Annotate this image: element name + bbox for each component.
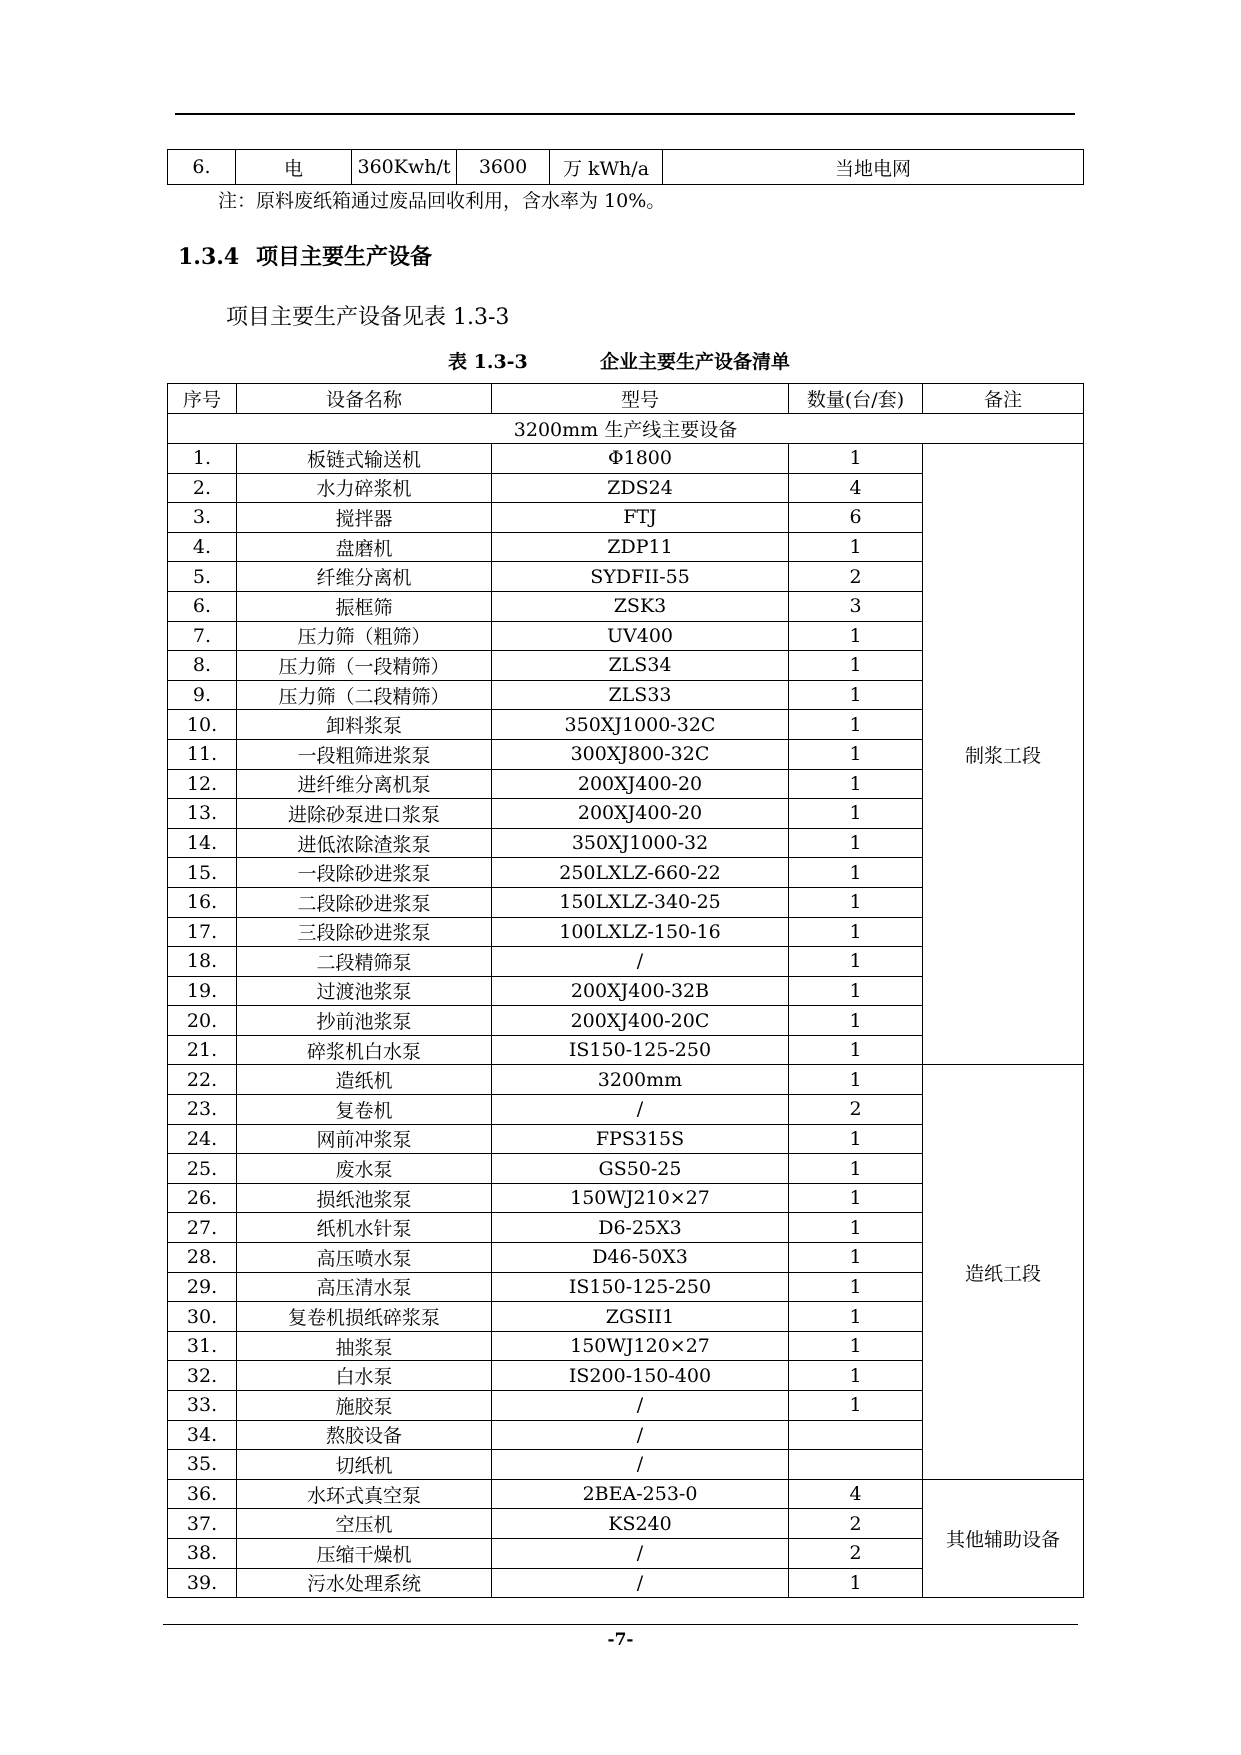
equipment-quantity — [789, 1450, 923, 1480]
equipment-quantity: 1 — [789, 828, 923, 858]
equipment-model: 200XJ400-20C — [492, 1006, 789, 1036]
row-number: 18. — [168, 947, 237, 977]
equipment-model: ZLS33 — [492, 680, 789, 710]
row-number: 34. — [168, 1420, 237, 1450]
equipment-quantity: 1 — [789, 917, 923, 947]
equipment-quantity: 1 — [789, 1568, 923, 1598]
equipment-quantity: 1 — [789, 1272, 923, 1302]
footer-rule — [163, 1624, 1078, 1625]
equipment-table — [167, 383, 1084, 1598]
row-number: 39. — [168, 1568, 237, 1598]
equipment-model: 150WJ120×27 — [492, 1331, 789, 1361]
row-number: 37. — [168, 1509, 237, 1539]
equipment-name: 进纤维分离机泵 — [237, 769, 492, 799]
equipment-model: 250LXLZ-660-22 — [492, 858, 789, 888]
equipment-quantity: 1 — [789, 651, 923, 681]
equipment-name: 碎浆机白水泵 — [237, 1035, 492, 1065]
equipment-model: / — [492, 1450, 789, 1480]
equipment-quantity: 1 — [789, 947, 923, 977]
section-remark: 造纸工段 — [923, 1065, 1084, 1479]
equipment-quantity: 1 — [789, 887, 923, 917]
equipment-model: UV400 — [492, 621, 789, 651]
equipment-quantity: 1 — [789, 1006, 923, 1036]
equipment-name: 污水处理系统 — [237, 1568, 492, 1598]
equipment-quantity: 2 — [789, 1509, 923, 1539]
row-number: 5. — [168, 562, 237, 592]
row-number: 36. — [168, 1479, 237, 1509]
equipment-model: ZSK3 — [492, 591, 789, 621]
equipment-name: 压缩干燥机 — [237, 1538, 492, 1568]
section-remark: 制浆工段 — [923, 444, 1084, 1065]
resource-table — [167, 149, 1084, 185]
row-number: 35. — [168, 1450, 237, 1480]
header-cell: 备注 — [923, 384, 1084, 414]
equipment-model: FPS315S — [492, 1124, 789, 1154]
equipment-name: 抄前池浆泵 — [237, 1006, 492, 1036]
equipment-name: 压力筛（粗筛） — [237, 621, 492, 651]
equipment-quantity: 1 — [789, 1065, 923, 1095]
equipment-model: ZDS24 — [492, 473, 789, 503]
equipment-quantity: 2 — [789, 562, 923, 592]
equipment-name: 高压清水泵 — [237, 1272, 492, 1302]
equipment-model: 100LXLZ-150-16 — [492, 917, 789, 947]
equipment-name: 熬胶设备 — [237, 1420, 492, 1450]
equipment-quantity: 1 — [789, 769, 923, 799]
equipment-model: SYDFII-55 — [492, 562, 789, 592]
equipment-quantity: 1 — [789, 1302, 923, 1332]
equipment-quantity: 1 — [789, 739, 923, 769]
equipment-model: 200XJ400-20 — [492, 799, 789, 829]
row-number: 29. — [168, 1272, 237, 1302]
equipment-model: / — [492, 1420, 789, 1450]
table-caption-number: 表 1.3-3 — [448, 351, 528, 373]
equipment-name: 盘磨机 — [237, 532, 492, 562]
table-caption-title: 企业主要生产设备清单 — [600, 351, 791, 373]
row-number: 24. — [168, 1124, 237, 1154]
header-cell: 数量(台/套) — [789, 384, 923, 414]
equipment-model: Φ1800 — [492, 444, 789, 474]
equipment-name: 复卷机 — [237, 1095, 492, 1125]
equipment-model: D6-25X3 — [492, 1213, 789, 1243]
section-number: 1.3.4 — [178, 244, 240, 270]
equipment-quantity: 4 — [789, 1479, 923, 1509]
equipment-name: 二段精筛泵 — [237, 947, 492, 977]
resource-name: 电 — [236, 150, 352, 185]
row-number: 16. — [168, 887, 237, 917]
row-number: 1. — [168, 444, 237, 474]
row-number: 7. — [168, 621, 237, 651]
row-number: 12. — [168, 769, 237, 799]
equipment-name: 压力筛（一段精筛） — [237, 651, 492, 681]
equipment-model: 350XJ1000-32C — [492, 710, 789, 740]
group-title-row — [168, 414, 1084, 444]
row-number: 13. — [168, 799, 237, 829]
equipment-quantity: 1 — [789, 1331, 923, 1361]
row-number: 22. — [168, 1065, 237, 1095]
row-number: 25. — [168, 1154, 237, 1184]
equipment-name: 切纸机 — [237, 1450, 492, 1480]
row-number: 6. — [168, 150, 236, 185]
row-number: 28. — [168, 1243, 237, 1273]
equipment-quantity: 6 — [789, 503, 923, 533]
equipment-model: 150LXLZ-340-25 — [492, 887, 789, 917]
table-row — [168, 1479, 1084, 1509]
equipment-name: 抽浆泵 — [237, 1331, 492, 1361]
equipment-name: 振框筛 — [237, 591, 492, 621]
row-number: 33. — [168, 1391, 237, 1421]
equipment-quantity: 1 — [789, 1154, 923, 1184]
row-number: 38. — [168, 1538, 237, 1568]
equipment-model: 3200mm — [492, 1065, 789, 1095]
equipment-name: 纤维分离机 — [237, 562, 492, 592]
equipment-model: IS150-125-250 — [492, 1272, 789, 1302]
equipment-name: 复卷机损纸碎浆泵 — [237, 1302, 492, 1332]
table-row — [168, 444, 1084, 474]
header-cell: 序号 — [168, 384, 237, 414]
equipment-quantity: 4 — [789, 473, 923, 503]
row-number: 6. — [168, 591, 237, 621]
equipment-quantity: 1 — [789, 1243, 923, 1273]
equipment-name: 空压机 — [237, 1509, 492, 1539]
equipment-model: / — [492, 1391, 789, 1421]
equipment-model: FTJ — [492, 503, 789, 533]
equipment-quantity: 1 — [789, 1213, 923, 1243]
equipment-name: 进低浓除渣浆泵 — [237, 828, 492, 858]
equipment-quantity: 1 — [789, 710, 923, 740]
equipment-name: 造纸机 — [237, 1065, 492, 1095]
equipment-quantity: 3 — [789, 591, 923, 621]
equipment-model: KS240 — [492, 1509, 789, 1539]
equipment-model: 200XJ400-32B — [492, 976, 789, 1006]
equipment-quantity: 1 — [789, 1183, 923, 1213]
table-caption — [448, 347, 790, 374]
equipment-table-body — [168, 384, 1084, 1598]
header-cell: 型号 — [492, 384, 789, 414]
equipment-name: 高压喷水泵 — [237, 1243, 492, 1273]
equipment-model: / — [492, 1538, 789, 1568]
row-number: 8. — [168, 651, 237, 681]
row-number: 11. — [168, 739, 237, 769]
equipment-quantity: 1 — [789, 976, 923, 1006]
equipment-name: 纸机水针泵 — [237, 1213, 492, 1243]
row-number: 4. — [168, 532, 237, 562]
row-number: 3. — [168, 503, 237, 533]
section-remark: 其他辅助设备 — [923, 1479, 1084, 1597]
table-row — [168, 1065, 1084, 1095]
row-number: 21. — [168, 1035, 237, 1065]
row-number: 14. — [168, 828, 237, 858]
equipment-name: 板链式输送机 — [237, 444, 492, 474]
row-number: 30. — [168, 1302, 237, 1332]
equipment-model: D46-50X3 — [492, 1243, 789, 1273]
row-number: 17. — [168, 917, 237, 947]
equipment-quantity: 1 — [789, 1124, 923, 1154]
equipment-model: 200XJ400-20 — [492, 769, 789, 799]
equipment-name: 网前冲浆泵 — [237, 1124, 492, 1154]
equipment-name: 水力碎浆机 — [237, 473, 492, 503]
equipment-quantity: 2 — [789, 1095, 923, 1125]
row-number: 32. — [168, 1361, 237, 1391]
equipment-name: 水环式真空泵 — [237, 1479, 492, 1509]
equipment-model: ZDP11 — [492, 532, 789, 562]
row-number: 20. — [168, 1006, 237, 1036]
header-row — [168, 384, 1084, 414]
equipment-model: / — [492, 1568, 789, 1598]
equipment-name: 废水泵 — [237, 1154, 492, 1184]
section-heading — [178, 240, 432, 271]
intro-paragraph: 项目主要生产设备见表 1.3-3 — [226, 305, 510, 330]
equipment-model: ZGSII1 — [492, 1302, 789, 1332]
equipment-name: 三段除砂进浆泵 — [237, 917, 492, 947]
header-cell: 设备名称 — [237, 384, 492, 414]
equipment-model: IS200-150-400 — [492, 1361, 789, 1391]
equipment-name: 损纸池浆泵 — [237, 1183, 492, 1213]
equipment-name: 过渡池浆泵 — [237, 976, 492, 1006]
equipment-name: 一段除砂进浆泵 — [237, 858, 492, 888]
resource-spec: 360Kwh/t — [352, 150, 457, 185]
equipment-model: 300XJ800-32C — [492, 739, 789, 769]
equipment-quantity: 1 — [789, 1361, 923, 1391]
equipment-quantity: 1 — [789, 799, 923, 829]
group-title: 3200mm 生产线主要设备 — [168, 414, 1084, 444]
row-number: 15. — [168, 858, 237, 888]
page-number: -7- — [607, 1630, 634, 1650]
resource-quantity: 3600 — [457, 150, 550, 185]
row-number: 19. — [168, 976, 237, 1006]
table-row — [168, 150, 1084, 185]
header-rule — [175, 113, 1075, 115]
equipment-name: 白水泵 — [237, 1361, 492, 1391]
equipment-model: GS50-25 — [492, 1154, 789, 1184]
section-title: 项目主要生产设备 — [256, 244, 433, 270]
table-note: 注：原料废纸箱通过废品回收利用，含水率为 10%。 — [218, 190, 666, 212]
equipment-name: 一段粗筛进浆泵 — [237, 739, 492, 769]
equipment-name: 进除砂泵进口浆泵 — [237, 799, 492, 829]
equipment-quantity: 1 — [789, 1035, 923, 1065]
equipment-quantity: 1 — [789, 680, 923, 710]
resource-unit: 万 kWh/a — [550, 150, 663, 185]
row-number: 9. — [168, 680, 237, 710]
equipment-quantity: 1 — [789, 621, 923, 651]
equipment-model: IS150-125-250 — [492, 1035, 789, 1065]
equipment-quantity: 1 — [789, 444, 923, 474]
equipment-quantity: 1 — [789, 1391, 923, 1421]
equipment-model: ZLS34 — [492, 651, 789, 681]
row-number: 23. — [168, 1095, 237, 1125]
row-number: 31. — [168, 1331, 237, 1361]
equipment-model: 150WJ210×27 — [492, 1183, 789, 1213]
equipment-model: / — [492, 947, 789, 977]
equipment-quantity — [789, 1420, 923, 1450]
equipment-quantity: 1 — [789, 858, 923, 888]
equipment-name: 卸料浆泵 — [237, 710, 492, 740]
equipment-quantity: 1 — [789, 532, 923, 562]
equipment-model: 350XJ1000-32 — [492, 828, 789, 858]
equipment-name: 搅拌器 — [237, 503, 492, 533]
equipment-quantity: 2 — [789, 1538, 923, 1568]
equipment-name: 压力筛（二段精筛） — [237, 680, 492, 710]
equipment-model: 2BEA-253-0 — [492, 1479, 789, 1509]
row-number: 27. — [168, 1213, 237, 1243]
resource-source: 当地电网 — [663, 150, 1084, 185]
row-number: 10. — [168, 710, 237, 740]
equipment-model: / — [492, 1095, 789, 1125]
row-number: 2. — [168, 473, 237, 503]
equipment-name: 二段除砂进浆泵 — [237, 887, 492, 917]
row-number: 26. — [168, 1183, 237, 1213]
equipment-name: 施胶泵 — [237, 1391, 492, 1421]
